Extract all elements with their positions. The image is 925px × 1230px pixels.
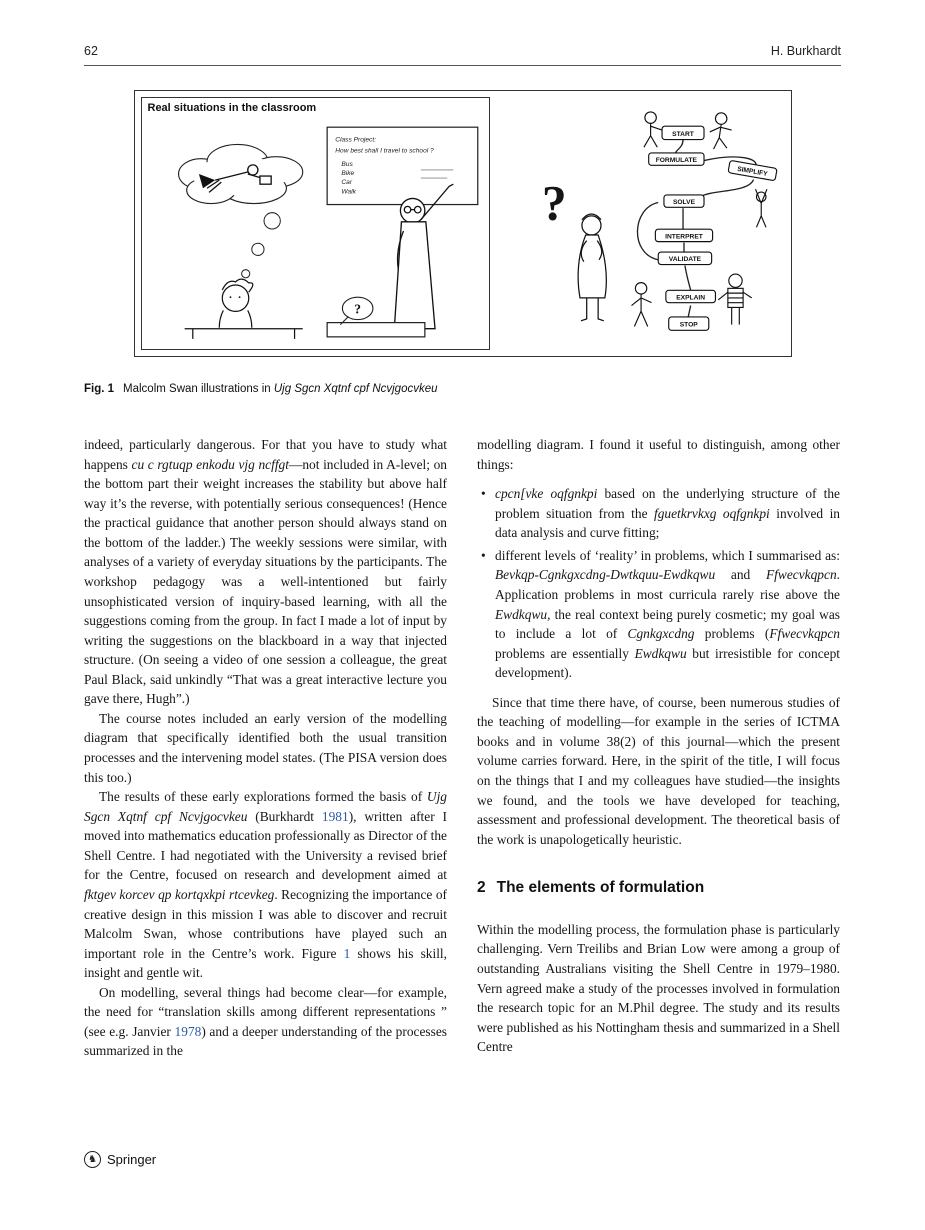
italic-text: cu c rgtuqp enkodu vjg ncffgt	[131, 456, 289, 472]
paragraph: Within the modelling process, the formulation phase is particularly challenging. Vern Treilibs and Brian Low were among a group of outstanding Australians visiting the Shell Centre in 1979–1980. Vern agreed make a study of the processes involved in formulation the research topic for an M.Phil degree. The study and its results were published as his Nottingham thesis and summarized in a Shell Centre	[477, 921, 840, 1055]
italic-text: fguetkrvkxg oqfgnkpi	[654, 505, 770, 521]
board-text: Class Project:	[334, 136, 376, 144]
text-segment: and	[715, 567, 766, 583]
question-mark: ?	[353, 301, 361, 317]
board-text: Bike	[340, 170, 354, 178]
classroom-cartoon-panel	[141, 97, 491, 350]
question-speech-bubble	[340, 297, 373, 324]
bubble-trail	[241, 213, 280, 278]
figure-1	[134, 90, 792, 357]
article-body	[84, 435, 841, 1061]
flow-label-stop: STOP	[680, 321, 699, 329]
page-footer	[84, 1151, 156, 1168]
section-number: 2	[477, 879, 486, 897]
running-head: H. Burkhardt	[770, 44, 841, 58]
board-text: Walk	[340, 188, 356, 196]
right-column	[477, 435, 840, 1061]
text-segment: Malcolm Swan illustrations in	[123, 383, 274, 395]
kid-figure	[756, 189, 767, 227]
board-text: Car	[340, 179, 352, 187]
flow-label-validate: VALIDATE	[669, 256, 702, 264]
woman-figure	[578, 214, 606, 321]
modelling-flowchart-panel	[498, 97, 784, 350]
bullet-item	[495, 484, 840, 543]
flow-label-start: START	[672, 130, 695, 138]
paragraph: The course notes included an early version of the modelling diagram that specifically identified both the usual transition processes and the intervening model states. (The PISA version does this too.)	[84, 710, 447, 785]
flow-label-explain: EXPLAIN	[676, 294, 706, 302]
italic-text: Ffwecvkqpcn	[769, 626, 840, 642]
paragraph	[84, 787, 447, 983]
teacher-figure	[394, 184, 453, 329]
paragraph	[84, 435, 447, 709]
text-segment: . Recognizing the importance of creative design in this mission I was able to discover and recruit Malcolm Swan, whose contributions have played such an important role in the Centre’s work. Figure	[84, 886, 447, 961]
paragraph: Since that time there have, of course, been numerous studies of the teaching of modelling—for example in the series of ICTMA books and in volume 38(2) of this journal—which the present volume carries forward. Here, in the spirit of the title, I will focus on the things that I and my colleagues have studied—the insights we found, and the tools we have developed for teaching, assessment and professional development. The theoretical basis of the work is unapologetically heuristic.	[477, 694, 840, 847]
cartoon-panel-title: Real situations in the classroom	[147, 102, 317, 114]
lectern	[327, 323, 425, 337]
text-segment: problems (	[694, 626, 770, 642]
flow-label-formulate: FORMULATE	[656, 156, 698, 164]
figure-caption	[84, 383, 841, 395]
italic-text: Bevkqp-Cgnkgxcdng-Dwtkquu-Ewdkqwu	[495, 567, 716, 583]
kid-figure	[719, 274, 752, 325]
text-segment: On modelling, several things had become clear—for example, the need for “translation skills among different representations ” (see e.g. Janvier	[84, 984, 447, 1039]
text-segment: ) and a deeper understanding of the processes summarized in the	[84, 1023, 447, 1059]
section-title: The elements of formulation	[496, 879, 705, 897]
kid-figure	[710, 113, 732, 149]
text-segment: based on the underlying structure of the problem situation from the	[495, 486, 840, 521]
page-number: 62	[84, 44, 98, 58]
publisher-name: Springer	[107, 1152, 157, 1167]
citation-link[interactable]: 1981	[321, 808, 349, 824]
italic-text: Ewdkqwu	[495, 606, 548, 622]
paragraph	[84, 983, 447, 1061]
text-segment: ), written after I moved into mathematics education professionally as Director of the Shell Centre. I had negotiated with the University a revised brief for the Centre, focused on research and development aimed at	[84, 808, 448, 883]
italic-text: Ujg Sgcn Xqtnf cpf Ncvjgocvkeu	[273, 383, 438, 395]
text-segment: (Burkhardt	[247, 808, 322, 824]
board-text: How best shall I travel to school ?	[334, 147, 434, 155]
big-question-mark: ?	[542, 175, 568, 231]
text-segment: indeed, particularly dangerous. For that you have to study what happens	[84, 437, 447, 472]
figure-caption-label: Fig. 1	[84, 383, 115, 395]
kid-figure	[632, 283, 652, 327]
page-header	[84, 44, 841, 66]
text-segment: involved in data analysis and curve fitting;	[495, 505, 840, 541]
text-segment: The results of these early explorations formed the basis of	[99, 789, 427, 805]
kid-figure	[644, 112, 662, 147]
modelling-flowchart-cartoon	[498, 97, 784, 350]
text-segment: problems are essentially	[495, 645, 635, 661]
board-text: Bus	[340, 160, 353, 168]
figure-caption-text	[123, 383, 437, 395]
flow-label-simplify: SIMPLIFY	[736, 165, 769, 179]
italic-text: cpcn[vke oqfgnkpi	[495, 486, 598, 502]
italic-text: Ewdkqwu	[634, 645, 687, 661]
italic-text: Ujg Sgcn Xqtnf cpf Ncvjgocvkeu	[84, 789, 447, 824]
springer-logo-icon: ♞	[84, 1151, 101, 1168]
italic-text: fktgev korcev qp kortqxkpi rtcevkeg	[84, 886, 275, 902]
section-heading	[477, 877, 840, 900]
italic-text: Cgnkgxcdng	[627, 626, 695, 642]
flow-label-interpret: INTERPRET	[665, 233, 704, 241]
bullet-item	[495, 546, 840, 683]
text-segment: , the real context being purely cosmetic; my goal was to include a lot of	[495, 606, 840, 642]
blackboard	[327, 127, 478, 204]
text-segment: —not included in A-level; on the bottom part their weight increases the stability but above half way it’s the reverse, with potentially serious consequences! (Hence the practical guidance that another person should always stand on the bottom of the ladder.) The weekly sessions were similar, with analyses of a variety of everyday situations by the participants. The workshop pedagogy was a well-intentioned but fairly unsophisticated version of inquiry-based learning, with all the suggestions coming from the group. In fact I made a lot of input by writing the suggestions on the blackboard in a way that injected structure. (On seeing a video of one session a colleague, the great Paul Black, said unkindly “That was a great interactive lecture you gave there, Hugh”.)	[84, 456, 447, 707]
left-column	[84, 435, 447, 1061]
text-segment: shows his skill, insight and gentle wit.	[84, 945, 448, 981]
paragraph: modelling diagram. I found it useful to distinguish, among other things:	[477, 437, 840, 472]
citation-link[interactable]: 1	[343, 945, 351, 961]
text-segment: but irresistible for concept development).	[495, 645, 840, 681]
student-figure	[184, 279, 302, 339]
bullet-list	[477, 484, 840, 683]
text-segment: . Application problems in most curricula rarely rise above the	[495, 567, 840, 602]
classroom-cartoon	[148, 114, 484, 347]
text-segment: different levels of ‘reality’ in problems, which I summarised as:	[495, 547, 840, 563]
flow-label-solve: SOLVE	[673, 198, 696, 206]
citation-link[interactable]: 1978	[174, 1023, 202, 1039]
italic-text: Ffwecvkqpcn	[766, 567, 837, 583]
